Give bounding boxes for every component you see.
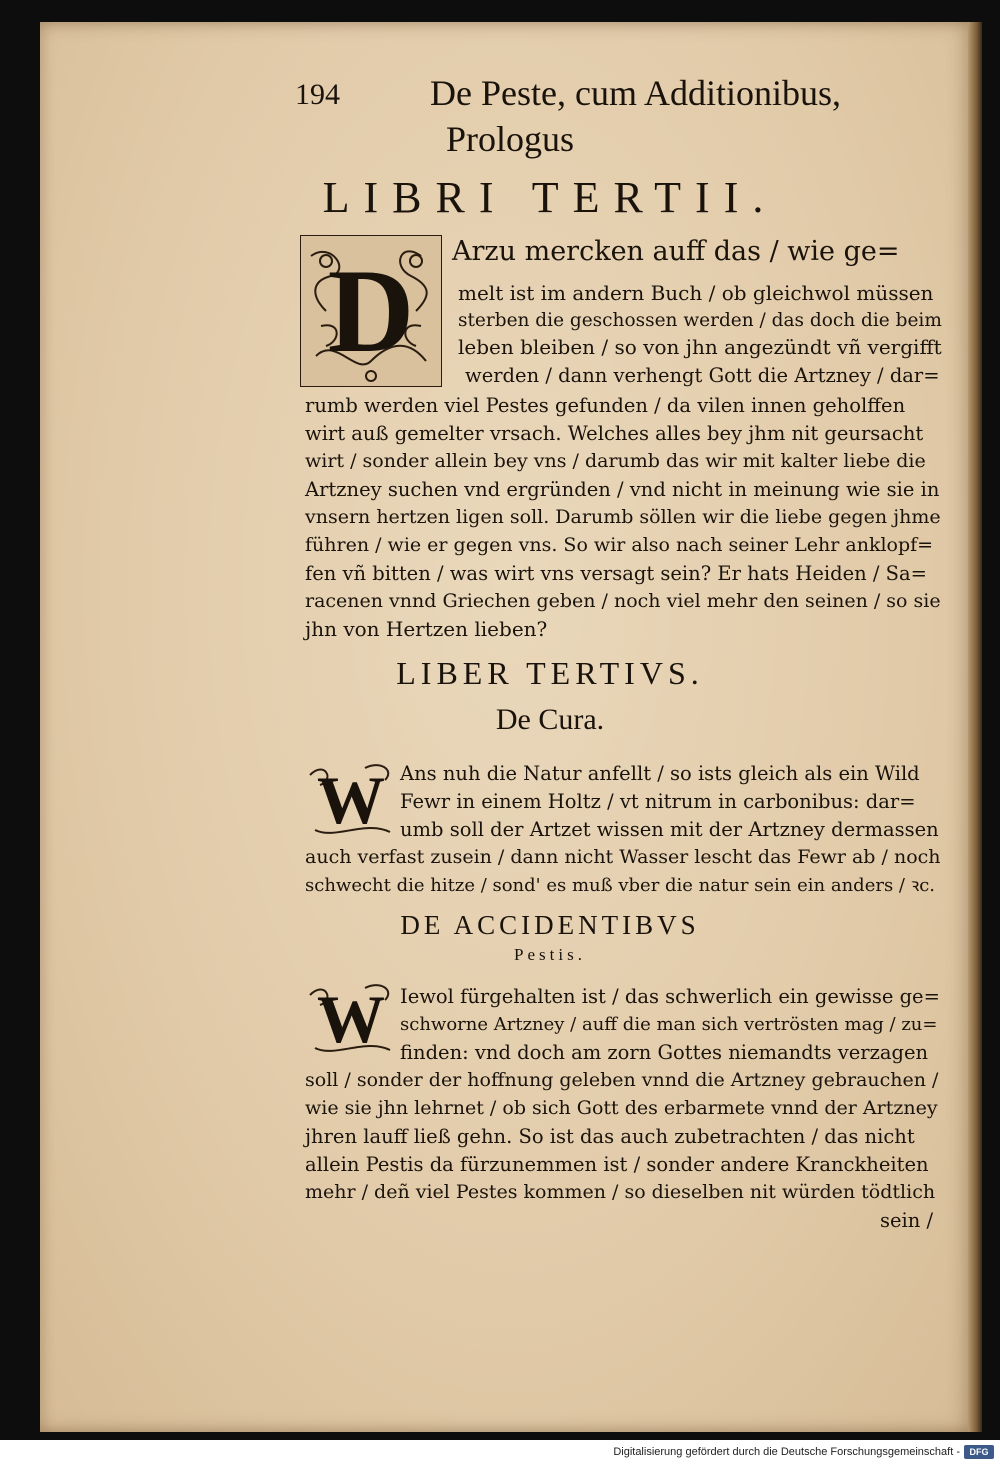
text-line: finden: vnd doch am zorn Gottes niemandts verzagen	[400, 1041, 929, 1064]
decorated-initial-w-accid	[305, 980, 397, 1058]
text-line: Arzu mercken auff das / wie ge=	[452, 236, 900, 267]
text-line: jhren lauff ließ gehn. So ist das auch zubetrachten / das nicht	[305, 1125, 915, 1148]
text-line: rumb werden viel Pestes gefunden / da vilen innen geholffen	[305, 394, 906, 417]
text-line: fen vñ bitten / was wirt vns versagt sein? Er hats Heiden / Sa=	[305, 562, 927, 585]
heading-pestis: Pestis.	[514, 945, 586, 964]
text-line: Ans nuh die Natur anfellt / so ists gleich als ein Wild	[400, 762, 920, 785]
text-line: wie sie jhn lehrnet / ob sich Gott des erbarmete vnnd der Artzney	[305, 1097, 938, 1119]
heading-de-accidentibus: DE ACCIDENTIBVS	[400, 910, 700, 940]
text-line: mehr / deñ viel Pestes kommen / so dieselben nit würden tödtlich	[305, 1181, 936, 1203]
text-line: soll / sonder der hoffnung geleben vnnd die Artzney gebrauchen /	[305, 1069, 939, 1091]
decorated-initial-w-cura	[305, 760, 397, 840]
text-line: werden / dann verhengt Gott die Artzney / dar=	[465, 364, 940, 387]
heading-de-cura: De Cura.	[495, 703, 605, 736]
text-line: schworne Artzney / auff die man sich vertrösten mag / zu=	[400, 1014, 938, 1035]
text-line: sterben die geschossen werden / das doch die beim	[458, 310, 942, 331]
text-line: umb soll der Artzet wissen mit der Artzney dermassen	[400, 818, 939, 841]
text-line: schwecht die hitze / sond' es muß vber die natur sein ein anders / ꝛc.	[305, 875, 936, 896]
initial-letter: W	[317, 981, 385, 1057]
text-line: racenen vnnd Griechen geben / noch viel mehr den seinen / so sie	[305, 590, 941, 612]
dfg-credit-text: Digitalisierung gefördert durch die Deutsche Forschungsgemeinschaft -	[613, 1446, 960, 1458]
dfg-logo[interactable]: DFG	[964, 1445, 994, 1459]
digitization-footer	[0, 1440, 1000, 1465]
text-line: sein /	[880, 1209, 934, 1232]
text-line: Iewol fürgehalten ist / das schwerlich ein gewisse ge=	[400, 985, 940, 1008]
text-line: melt ist im andern Buch / ob gleichwol müssen	[458, 281, 934, 305]
text-line: vnsern hertzen ligen soll. Darumb söllen wir die liebe gegen jhme	[305, 506, 941, 528]
text-line: wirt auß gemelter vrsach. Welches alles bey jhm nit geursacht	[305, 422, 924, 445]
text-line: leben bleiben / so von jhn angezündt vñ vergifft	[458, 335, 942, 359]
heading-libri-tertii: LIBRI TERTII.	[322, 173, 778, 222]
text-line: Fewr in einem Holtz / vt nitrum in carbonibus: dar=	[400, 790, 916, 813]
decorated-initial-d	[300, 235, 442, 387]
running-head: De Peste, cum Additionibus,	[430, 73, 841, 113]
folio-number: 194	[295, 78, 340, 111]
initial-letter: D	[327, 244, 415, 377]
heading-liber-tertius: LIBER TERTIVS.	[396, 655, 704, 691]
text-line: allein Pestis da fürzunemmen ist / sonder andere Kranckheiten	[305, 1153, 929, 1176]
initial-letter: W	[317, 762, 385, 838]
text-line: führen / wie er gegen vns. So wir also nach seiner Lehr anklopf=	[305, 534, 934, 556]
text-line: auch verfast zusein / dann nicht Wasser lescht das Fewr ab / noch	[305, 846, 941, 868]
text-line: Artzney suchen vnd ergründen / vnd nicht in meinung wie sie in	[305, 478, 940, 501]
heading-prologus: Prologus	[445, 119, 575, 159]
text-line: jhn von Hertzen lieben?	[305, 617, 548, 641]
text-line: wirt / sonder allein bey vns / darumb das wir mit kalter liebe die	[305, 450, 926, 472]
